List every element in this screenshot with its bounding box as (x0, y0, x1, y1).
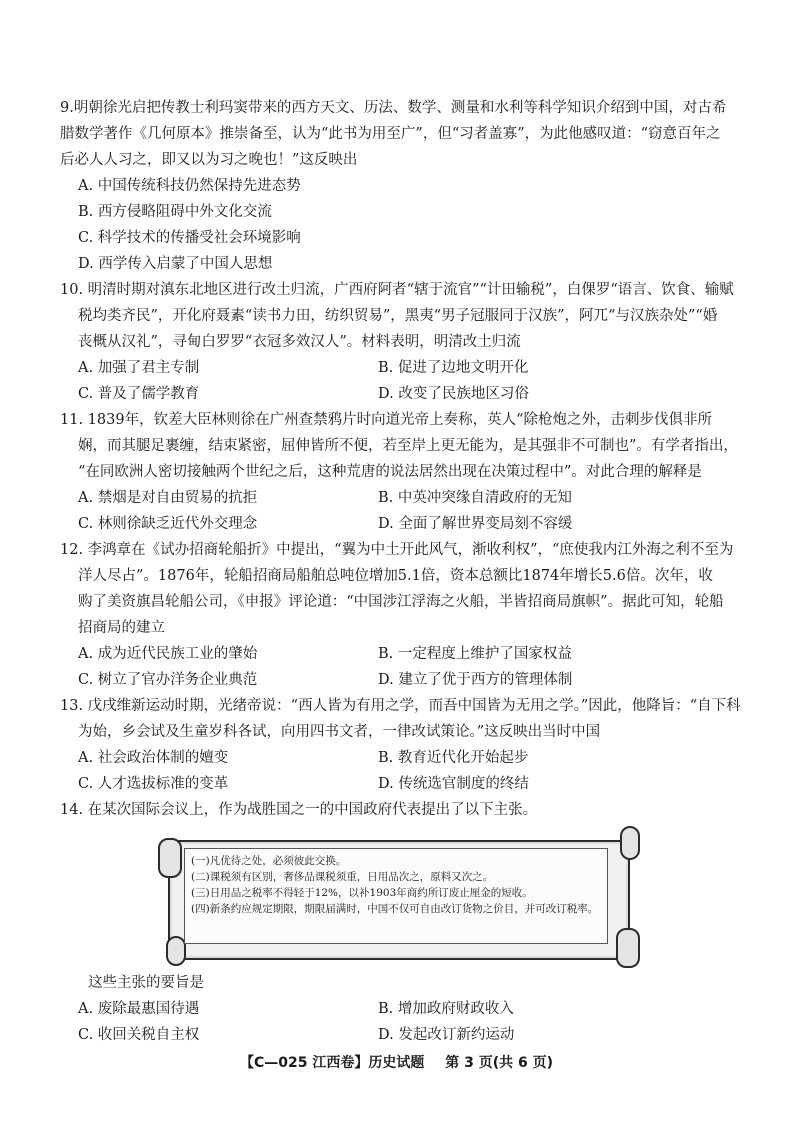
question-12-line: 招商局的建立 (78, 620, 165, 636)
question-12-options (78, 641, 738, 693)
question-14-options-list (78, 996, 738, 1048)
question-13-line: 13. 戊戌维新运动时期，光绪帝说：“西人皆为有用之学，而吾中国皆为无用之学。”因此，他降旨：“自下科 (60, 698, 741, 714)
question-11-line: 11. 1839年，钦差大臣林则徐在广州查禁鸦片时向道光帝上奏称，英人“除枪炮之外，击刺步伐俱非所 (60, 412, 712, 428)
option-c[interactable]: C. 科学技术的传播受社会环境影响 (78, 230, 301, 246)
option-c[interactable]: C. 人才选拔标准的变革 (78, 776, 229, 792)
question-14-ask (88, 970, 778, 996)
option-d[interactable]: D. 全面了解世界变局刻不容缓 (378, 516, 573, 532)
question-9-line: 9.明朝徐光启把传教士利玛窦带来的西方天文、历法、数学、测量和水利等科学知识介绍到中国，对古希 (60, 100, 727, 116)
option-a[interactable]: A. 社会政治体制的嬗变 (78, 750, 229, 766)
scroll-text (184, 848, 608, 944)
option-d[interactable]: D. 改变了民族地区习俗 (378, 386, 529, 402)
option-d[interactable]: D. 建立了优于西方的管理体制 (378, 672, 573, 688)
question-14 (60, 797, 750, 823)
question-10-line: 税均类齐民”，开化府聂素“读书力田，纺织贸易”，黑夷“男子冠服同于汉族”，阿兀“与汉族杂处”“婚 (78, 308, 718, 324)
question-9 (60, 95, 750, 173)
scroll-roll-icon (620, 826, 640, 860)
proposal-item: (四)新条约应规定期限，期限届满时，中国不仅可自由改订货物之价目，并可改订税率。 (191, 903, 599, 915)
option-c[interactable]: C. 树立了官办洋务企业典范 (78, 672, 258, 688)
scroll-roll-icon (616, 928, 640, 968)
question-13-options (78, 745, 738, 797)
option-d[interactable]: D. 传统选官制度的终结 (378, 776, 529, 792)
question-14-ask-text: 这些主张的要旨是 (88, 975, 204, 991)
question-12-line: 购了美资旗昌轮船公司，《申报》评论道：“中国涉江浮海之火船，半皆招商局旗帜”。据此可知，轮船 (78, 594, 724, 610)
page-footer (0, 1052, 793, 1072)
option-b[interactable]: B. 西方侵略阻碍中外文化交流 (78, 204, 272, 220)
option-a[interactable]: A. 加强了君主专制 (78, 360, 200, 376)
exam-code: 【C—025 江西卷】历史试题 (239, 1055, 425, 1071)
page-number: 第 3 页(共 6 页) (445, 1055, 554, 1071)
question-9-options (78, 173, 738, 277)
option-b[interactable]: B. 促进了边地文明开化 (378, 360, 529, 376)
question-10-options (78, 355, 738, 407)
question-14-stem: 14. 在某次国际会议上，作为战胜国之一的中国政府代表提出了以下主张。 (60, 802, 538, 818)
scroll-roll-icon (166, 936, 186, 966)
question-12-line: 12. 李鸿章在《试办招商轮船折》中提出，“翼为中土开此风气，渐收利权”，“庶使我内江外海之利不至为 (60, 542, 734, 558)
question-11-line: “在同欧洲人密切接触两个世纪之后，这种荒唐的说法居然出现在决策过程中”。对此合理的解释是 (78, 464, 702, 480)
option-c[interactable]: C. 普及了儒学教育 (78, 386, 200, 402)
option-b[interactable]: B. 一定程度上维护了国家权益 (378, 646, 572, 662)
question-9-line: 腊数学著作《几何原本》推崇备至，认为“此书为用至广”，但“习者盖寡”，为此他感叹道：“窃意百年之 (60, 126, 721, 142)
option-d[interactable]: D. 西学传入启蒙了中国人思想 (78, 256, 273, 272)
scroll-roll-icon (158, 838, 182, 878)
question-9-line: 后必人人习之，即又以为习之晚也！”这反映出 (60, 152, 358, 168)
question-13-line: 为始，乡会试及生童岁科各试，向用四书文者，一律改试策论。”这反映出当时中国 (78, 724, 601, 740)
option-a[interactable]: A. 中国传统科技仍然保持先进态势 (78, 178, 301, 194)
option-a[interactable]: A. 成为近代民族工业的肇始 (78, 646, 258, 662)
question-10-line: 丧概从汉礼”，寻甸白罗罗“衣冠多效汉人”。材料表明，明清改土归流 (78, 334, 521, 350)
option-a[interactable]: A. 废除最惠国待遇 (78, 1001, 200, 1017)
proposal-item: (三)日用品之税率不得轻于12%，以补1903年商约所订废止厘金的短收。 (191, 887, 533, 899)
question-12 (60, 537, 750, 641)
option-b[interactable]: B. 增加政府财政收入 (378, 1001, 514, 1017)
scroll-figure (158, 826, 640, 968)
option-d[interactable]: D. 发起改订新约运动 (378, 1027, 515, 1043)
question-11 (60, 407, 750, 485)
option-b[interactable]: B. 教育近代化开始起步 (378, 750, 529, 766)
question-10-line: 10. 明清时期对滇东北地区进行改土归流，广西府阿者“辖于流官”“计田输税”，白倮罗“语言、饮食、输赋 (60, 282, 734, 298)
option-b[interactable]: B. 中英冲突缘自清政府的无知 (378, 490, 572, 506)
question-13 (60, 693, 750, 745)
proposal-item: (二)课税须有区别，奢侈品课税须重，日用品次之，原料又次之。 (191, 871, 494, 883)
question-11-line: 娴，而其腿足裹缠，结束紧密，屈伸皆所不便，若至岸上更无能为，是其强非不可制也”。有学者指出， (78, 438, 738, 454)
option-c[interactable]: C. 收回关税自主权 (78, 1027, 200, 1043)
question-12-line: 洋人尽占”。1876年，轮船招商局船舶总吨位增加5.1倍，资本总额比1874年增长5.6倍。次年，收 (78, 568, 713, 584)
option-c[interactable]: C. 林则徐缺乏近代外交理念 (78, 516, 258, 532)
proposal-item: (一)凡优待之处，必须彼此交换。 (191, 855, 347, 867)
option-a[interactable]: A. 禁烟是对自由贸易的抗拒 (78, 490, 258, 506)
question-10 (60, 277, 750, 355)
question-11-options (78, 485, 738, 537)
